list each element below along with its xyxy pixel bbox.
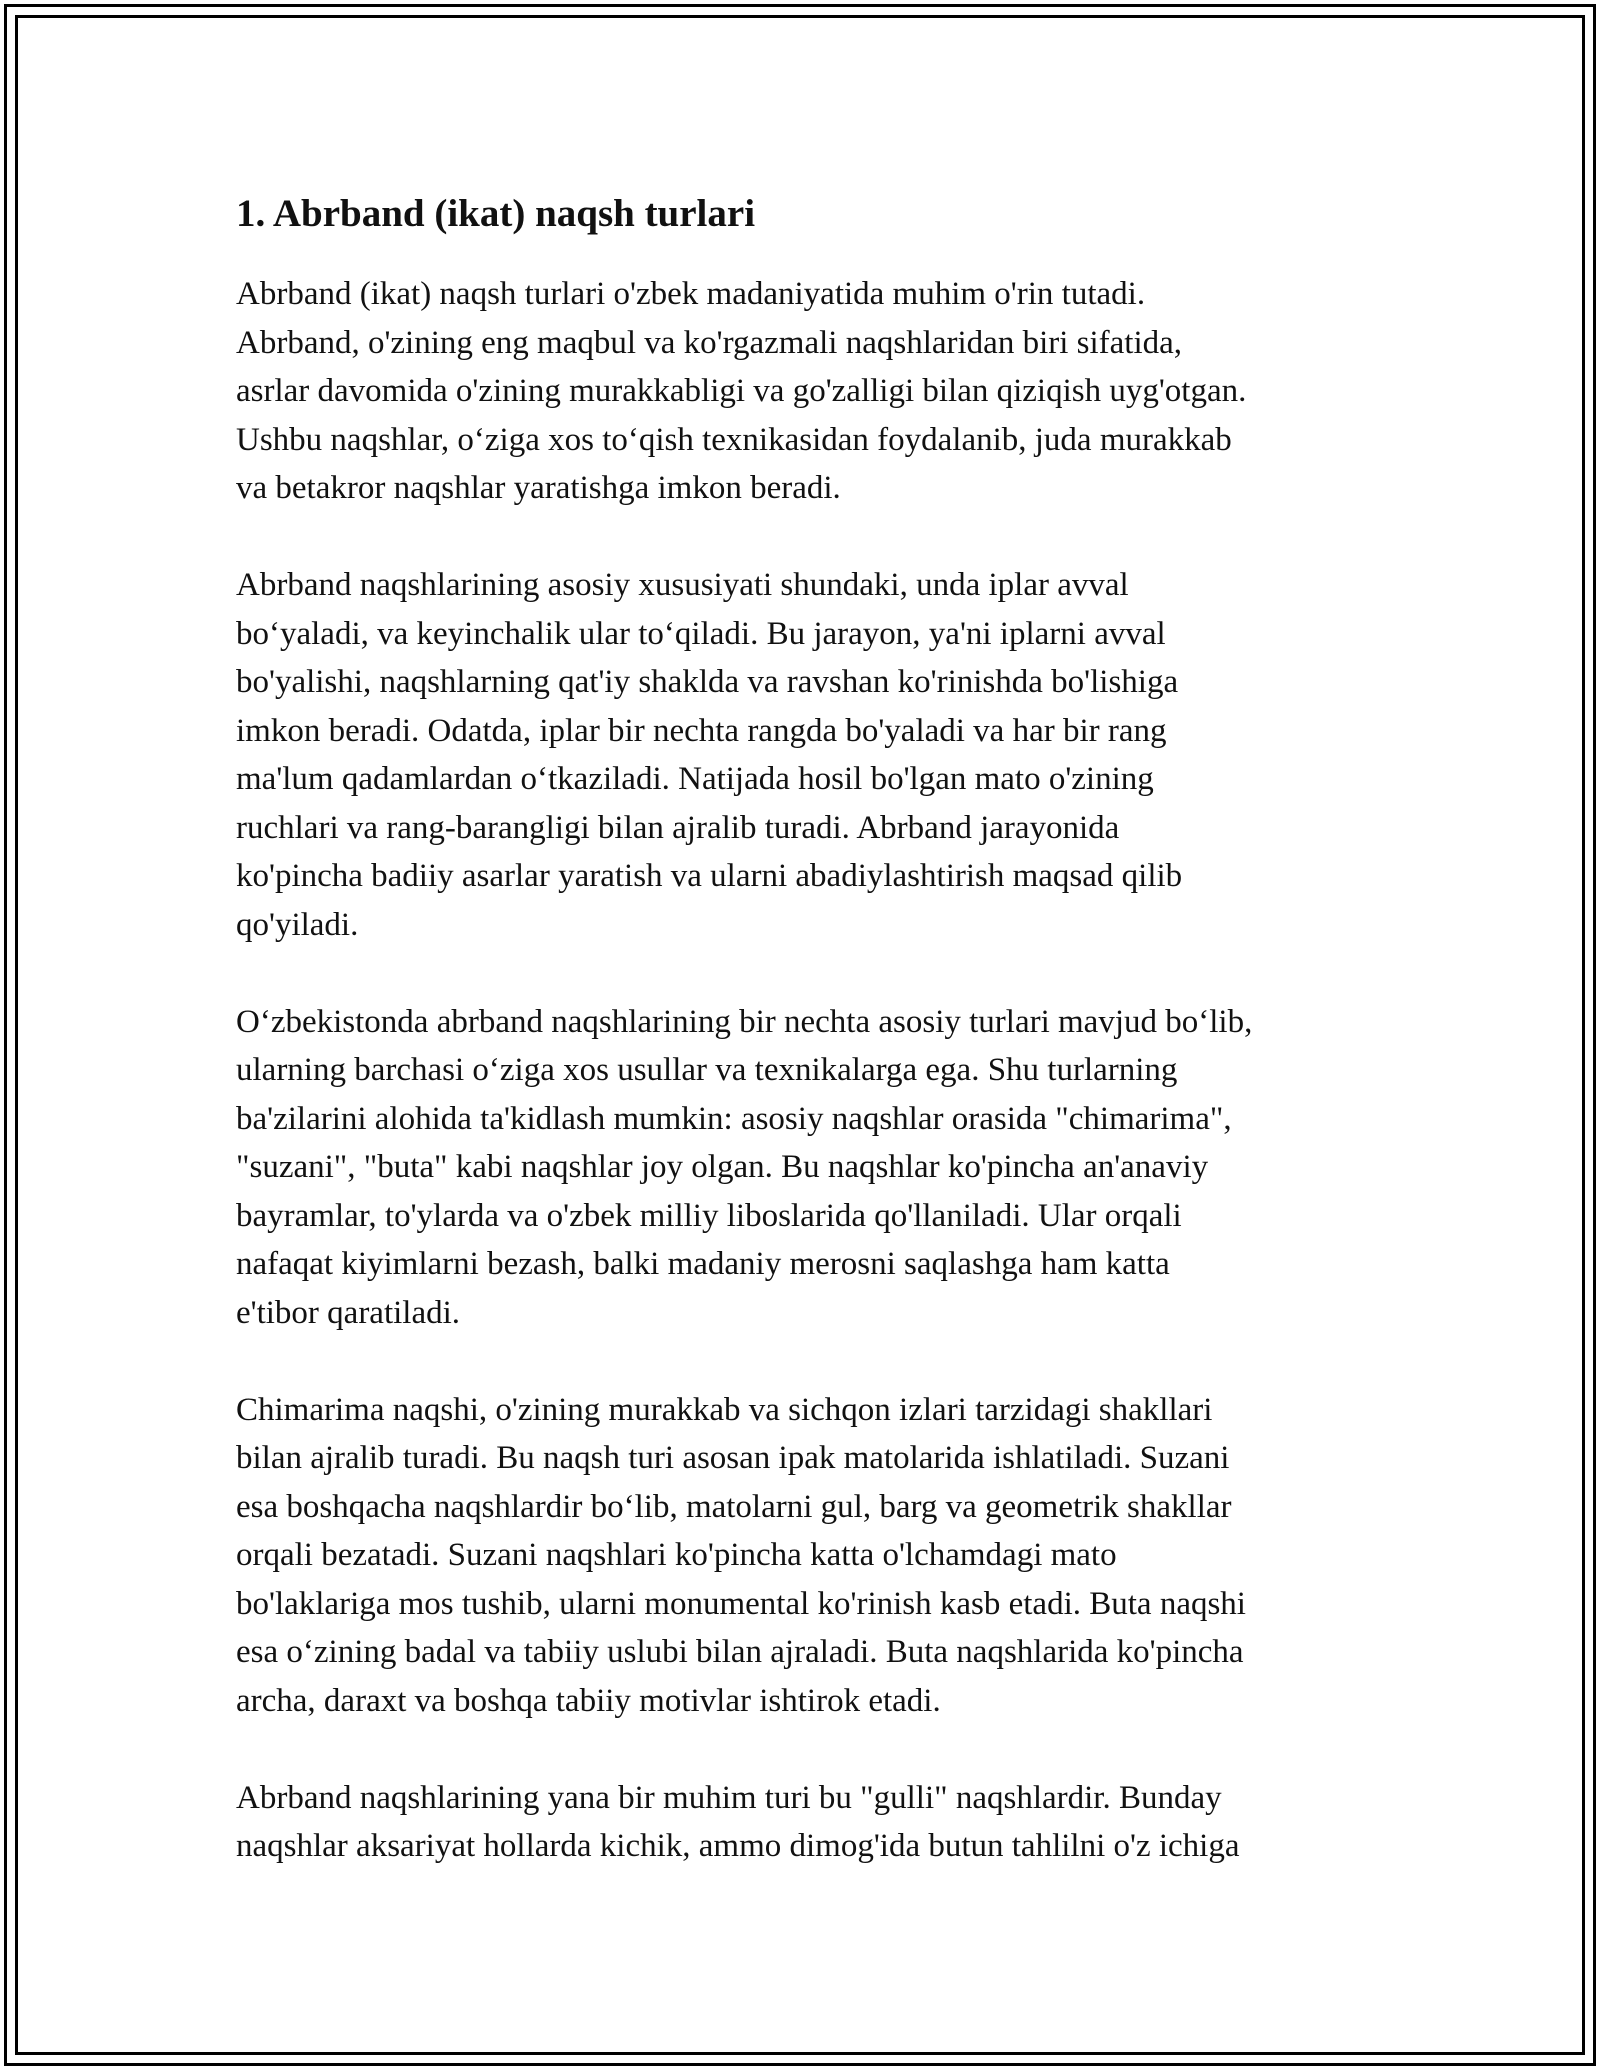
- text-line: imkon beradi. Odatda, iplar bir nechta rangda bo'yaladi va har bir rang: [236, 712, 1167, 749]
- paragraph-4: [236, 1386, 1386, 1726]
- paragraph-2: [236, 561, 1386, 949]
- text-line: va betakror naqshlar yaratishga imkon beradi.: [236, 470, 841, 506]
- section-heading: 1. Abrband (ikat) naqsh turlari: [236, 192, 756, 235]
- text-line: e'tibor qaratiladi.: [236, 1294, 461, 1331]
- paragraph-1: [236, 270, 1386, 513]
- text-line: orqali bezatadi. Suzani naqshlari ko'pincha katta o'lchamdagi mato: [236, 1537, 1117, 1573]
- text-line: naqshlar aksariyat hollarda kichik, ammo dimog'ida butun tahlilni o'z ichiga: [236, 1828, 1240, 1864]
- text-line: ba'zilarini alohida ta'kidlash mumkin: asosiy naqshlar orasida "chimarima",: [236, 1100, 1232, 1137]
- text-line: nafaqat kiyimlarni bezash, balki madaniy merosni saqlashga ham katta: [236, 1246, 1170, 1282]
- text-line: esa o‘zining badal va tabiiy uslubi bilan ajraladi. Buta naqshlarida ko'pincha: [236, 1634, 1244, 1670]
- text-line: esa boshqacha naqshlardir bo‘lib, matolarni gul, barg va geometrik shakllar: [236, 1488, 1232, 1525]
- text-line: ko'pincha badiiy asarlar yaratish va ularni abadiylashtirish maqsad qilib: [236, 858, 1183, 894]
- document-body: [236, 190, 1386, 1919]
- text-line: ruchlari va rang-barangligi bilan ajralib turadi. Abrband jarayonida: [236, 809, 1120, 846]
- text-line: qo'yiladi.: [236, 906, 359, 943]
- paragraph-5: [236, 1774, 1386, 1871]
- text-line: Ushbu naqshlar, o‘ziga xos to‘qish texnikasidan foydalanib, juda murakkab: [236, 421, 1232, 458]
- text-line: bo'yalishi, naqshlarning qat'iy shaklda va ravshan ko'rinishda bo'lishiga: [236, 664, 1179, 700]
- text-line: bo'laklariga mos tushib, ularni monumental ko'rinish kasb etadi. Buta naqshi: [236, 1585, 1246, 1622]
- text-line: bayramlar, to'ylarda va o'zbek milliy liboslarida qo'llaniladi. Ular orqali: [236, 1197, 1182, 1234]
- text-line: Abrband naqshlarining asosiy xususiyati shundaki, unda iplar avval: [236, 567, 1129, 603]
- text-line: asrlar davomida o'zining murakkabligi va go'zalligi bilan qiziqish uyg'otgan.: [236, 373, 1247, 409]
- text-line: bilan ajralib turadi. Bu naqsh turi asosan ipak matolarida ishlatiladi. Suzani: [236, 1440, 1230, 1476]
- text-line: "suzani", "buta" kabi naqshlar joy olgan. Bu naqshlar ko'pincha an'anaviy: [236, 1149, 1209, 1185]
- paragraph-3: [236, 998, 1386, 1338]
- text-line: Abrband, o'zining eng maqbul va ko'rgazmali naqshlaridan biri sifatida,: [236, 324, 1183, 361]
- text-line: Abrband (ikat) naqsh turlari o'zbek madaniyatida muhim o'rin tutadi.: [236, 276, 1146, 312]
- text-line: archa, daraxt va boshqa tabiiy motivlar ishtirok etadi.: [236, 1682, 941, 1719]
- text-line: ma'lum qadamlardan o‘tkaziladi. Natijada hosil bo'lgan mato o'zining: [236, 761, 1154, 797]
- text-line: ularning barchasi o‘ziga xos usullar va texnikalarga ega. Shu turlarning: [236, 1052, 1178, 1088]
- text-line: Abrband naqshlarining yana bir muhim turi bu "gulli" naqshlardir. Bunday: [236, 1779, 1222, 1816]
- text-line: O‘zbekistonda abrband naqshlarining bir nechta asosiy turlari mavjud bo‘lib,: [236, 1003, 1253, 1040]
- text-line: bo‘yaladi, va keyinchalik ular to‘qiladi. Bu jarayon, ya'ni iplarni avval: [236, 615, 1166, 652]
- text-line: Chimarima naqshi, o'zining murakkab va sichqon izlari tarzidagi shakllari: [236, 1391, 1213, 1428]
